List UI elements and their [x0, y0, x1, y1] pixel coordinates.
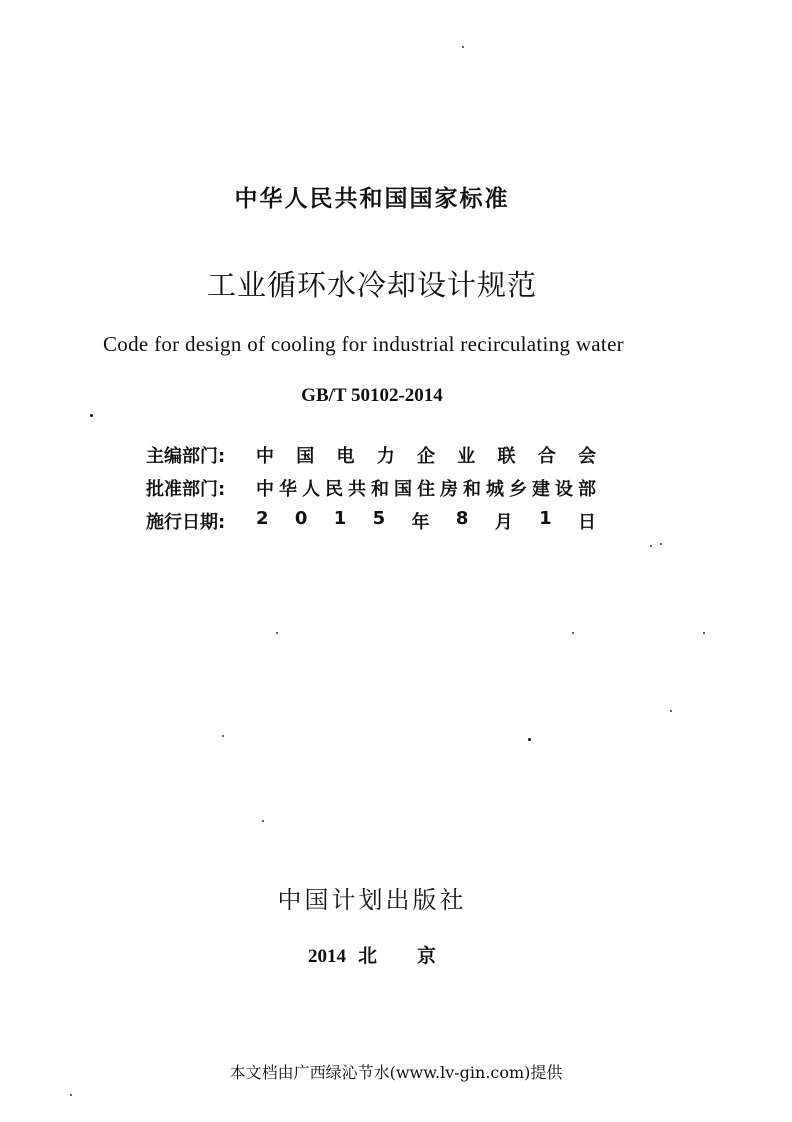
info-char: 和	[371, 478, 389, 500]
info-char: 电	[336, 445, 355, 467]
document-info-block	[146, 438, 596, 537]
info-label: 施行日期:	[146, 511, 226, 533]
info-char: 年	[411, 511, 430, 533]
document-title-english: Code for design of cooling for industrial recirculating water	[103, 332, 624, 356]
info-char: 中	[256, 445, 274, 467]
info-char: 人	[302, 478, 320, 500]
scan-speck	[670, 710, 672, 712]
info-char: 业	[457, 445, 476, 467]
standard-type-heading: 中华人民共和国国家标准	[234, 186, 510, 212]
publication-city-char: 京	[417, 946, 437, 967]
info-value	[256, 508, 596, 534]
info-label: 批准部门:	[146, 478, 226, 500]
info-char: 住	[417, 478, 435, 500]
info-char: 设	[555, 478, 573, 500]
info-char: 力	[376, 445, 395, 467]
info-char: 8	[455, 507, 469, 529]
info-value	[256, 475, 596, 501]
info-char: 建	[532, 478, 550, 500]
info-label: 主编部门:	[146, 445, 226, 467]
info-char: 城	[486, 478, 504, 500]
info-char: 2	[256, 507, 269, 529]
publisher-name: 中国计划出版社	[277, 886, 467, 914]
scan-speck	[222, 735, 224, 737]
info-char: 华	[279, 478, 297, 500]
scan-speck	[650, 545, 652, 547]
scan-speck	[90, 414, 93, 417]
info-char: 联	[497, 445, 516, 467]
info-char: 乡	[509, 478, 527, 500]
publication-year: 2014	[307, 946, 346, 967]
info-char: 企	[417, 445, 435, 467]
scan-speck	[660, 543, 662, 545]
info-char: 1	[539, 507, 552, 529]
info-char: 民	[325, 478, 343, 500]
info-char: 中	[256, 478, 274, 500]
info-char: 房	[440, 478, 458, 500]
info-char: 1	[333, 507, 347, 529]
scan-speck	[572, 632, 574, 634]
scan-speck	[528, 738, 531, 741]
info-char: 月	[494, 511, 513, 533]
info-char: 共	[348, 478, 366, 500]
info-char: 5	[372, 507, 386, 529]
info-char: 和	[463, 478, 481, 500]
standard-number: GB/T 50102-2014	[301, 385, 443, 406]
scan-speck	[276, 632, 278, 634]
info-char: 日	[577, 511, 596, 533]
info-value	[256, 442, 596, 468]
info-char: 国	[394, 478, 412, 500]
info-row-approving-dept	[146, 471, 596, 504]
info-char: 0	[294, 507, 308, 529]
info-char: 会	[578, 445, 596, 467]
publication-city-char: 北	[357, 946, 377, 967]
publication-year-place	[0, 941, 744, 968]
scan-speck	[703, 632, 705, 634]
footer-source-note: 本文档由广西绿沁节水(www.lv-gin.com)提供	[229, 1063, 563, 1082]
info-row-effective-date	[146, 504, 596, 537]
scan-speck	[70, 1094, 72, 1096]
document-title-chinese: 工业循环水冷却设计规范	[206, 268, 537, 302]
info-char: 国	[296, 445, 315, 467]
scan-speck	[262, 820, 264, 822]
scan-speck	[462, 46, 464, 48]
info-row-chief-editor	[146, 438, 596, 471]
info-char: 部	[578, 478, 596, 500]
info-char: 合	[537, 445, 556, 467]
